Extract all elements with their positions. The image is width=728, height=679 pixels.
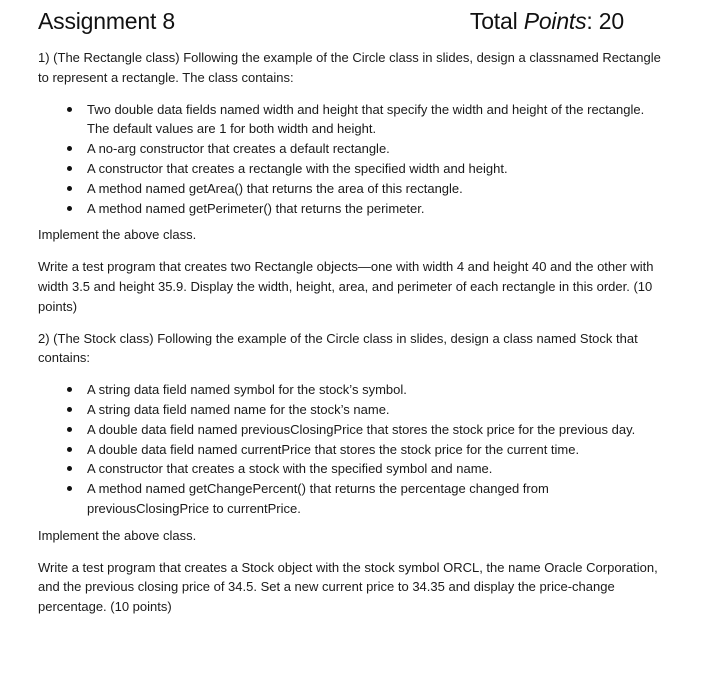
document-header: [38, 8, 624, 40]
list-item: A string data field named name for the stock’s name.: [38, 400, 668, 420]
q2-implement: Implement the above class.: [38, 527, 197, 543]
list-item: A string data field named symbol for the stock’s symbol.: [38, 380, 668, 400]
total-points-label: Points: [523, 8, 587, 34]
question-2: [38, 329, 668, 617]
q1-bullet-list: [38, 100, 668, 219]
question-1: [38, 48, 668, 317]
total-points: [470, 8, 624, 35]
q1-test: Write a test program that creates two Rectangle objects—one with width 4 and height 40 and the other with width 3.5 and height 35.9. Display the width, height, area, and perimeter of each rectangle in this order. (10 points): [38, 259, 654, 314]
assignment-title: Assignment 8: [38, 8, 175, 34]
list-item: A constructor that creates a stock with the specified symbol and name.: [38, 459, 668, 479]
list-item: A method named getChangePercent() that returns the percentage changed from previousClosingPrice to currentPrice.: [38, 479, 668, 519]
document-body: [38, 48, 668, 617]
list-item: A method named getArea() that returns the area of this rectangle.: [38, 179, 668, 199]
q2-test: Write a test program that creates a Stock object with the stock symbol ORCL, the name Oracle Corporation, and the previous closing price of 34.5. Set a new current price to 34.35 and display the price-change percentage. (10 points): [38, 559, 658, 615]
q1-intro: 1) (The Rectangle class) Following the example of the Circle class in slides, design a classnamed Rectangle to represent a rectangle. The class contains:: [38, 50, 661, 85]
list-item: A method named getPerimeter() that returns the perimeter.: [38, 199, 668, 219]
list-item: Two double data fields named width and height that specify the width and height of the rectangle. The default values are 1 for both width and height.: [38, 100, 668, 140]
list-item: A constructor that creates a rectangle with the specified width and height.: [38, 159, 668, 179]
q2-bullet-list: [38, 380, 668, 519]
list-item: A double data field named currentPrice that stores the stock price for the current time.: [38, 440, 668, 460]
total-points-value: : 20: [586, 8, 624, 34]
list-item: A double data field named previousClosingPrice that stores the stock price for the previous day.: [38, 420, 668, 440]
total-prefix: Total: [469, 8, 524, 34]
q2-intro: 2) (The Stock class) Following the example of the Circle class in slides, design a class named Stock that contains:: [38, 330, 638, 366]
list-item: A no-arg constructor that creates a default rectangle.: [38, 139, 668, 159]
q1-implement: Implement the above class.: [38, 227, 197, 243]
